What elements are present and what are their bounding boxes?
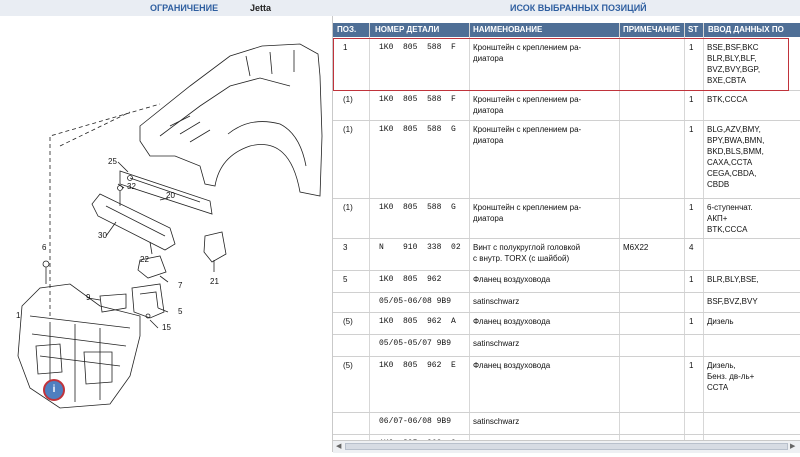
- callout-7: 7: [178, 281, 183, 290]
- callout-22: 22: [140, 255, 149, 264]
- table-row[interactable]: [333, 120, 800, 199]
- col-pos-header[interactable]: ПОЗ.: [337, 25, 357, 34]
- cell-data-input: 6-ступенчат. АКП+ BTK,CCCA: [707, 203, 753, 234]
- table-row[interactable]: [333, 90, 800, 121]
- callout-25: 25: [108, 157, 117, 166]
- cell-pos: 1: [343, 43, 348, 52]
- callout-32: 32: [127, 182, 136, 191]
- col-part-header[interactable]: НОМЕР ДЕТАЛИ: [375, 25, 440, 34]
- cell-data-input: Дизель: [707, 317, 734, 326]
- cell-data-input: BTK,CCCA: [707, 95, 748, 104]
- callout-1: 1: [16, 311, 21, 320]
- col-note-header[interactable]: ПРИМЕЧАНИЕ: [623, 25, 681, 34]
- callout-20: 20: [166, 191, 175, 200]
- cell-part-number: 1K0 805 962 A: [379, 317, 456, 326]
- cell-description: Кронштейн с креплением ра- диатора: [473, 43, 582, 63]
- table-row[interactable]: [333, 238, 800, 271]
- cell-description: satinschwarz: [473, 417, 520, 426]
- callout-5: 5: [178, 307, 183, 316]
- cell-description: Кронштейн с креплением ра- диатора: [473, 203, 582, 223]
- cell-part-number: 05/05-06/08 9B9: [379, 297, 452, 306]
- cell-note: M6X22: [623, 243, 649, 252]
- selected-row-highlight: [333, 38, 789, 91]
- callout-30: 30: [98, 231, 107, 240]
- cell-description: Фланец воздуховода: [473, 361, 551, 370]
- table-row[interactable]: [333, 356, 800, 413]
- table-row[interactable]: [333, 270, 800, 293]
- cell-part-number: 1K0 805 588 F: [379, 43, 456, 52]
- cell-description: satinschwarz: [473, 339, 520, 348]
- parts-diagram: [0, 16, 332, 452]
- filter-value[interactable]: Jetta: [250, 3, 272, 13]
- top-bar: [0, 0, 800, 16]
- cell-description: Фланец воздуховода: [473, 275, 551, 284]
- cell-description: Винт с полукруглой головкой с внутр. TORX (с шайбой): [473, 243, 581, 263]
- cell-description: Кронштейн с креплением ра- диатора: [473, 95, 582, 115]
- cell-part-number: N 910 338 02: [379, 243, 461, 252]
- cell-quantity: 1: [689, 203, 694, 212]
- cell-quantity: 1: [689, 275, 694, 284]
- cell-pos: (1): [343, 95, 353, 104]
- cell-quantity: 4: [689, 243, 694, 252]
- cell-quantity: 1: [689, 95, 694, 104]
- cell-quantity: 1: [689, 125, 694, 134]
- table-row[interactable]: [333, 334, 800, 357]
- cell-part-number: 06/07-06/08 9B9: [379, 417, 452, 426]
- table-row[interactable]: [333, 198, 800, 239]
- callout-6: 6: [42, 243, 47, 252]
- cell-data-input: BLG,AZV,BMY, BPY,BWA,BMN, BKD,BLS,BMM, CAXA,CCTA CEGA,CBDA, CBDB: [707, 125, 765, 189]
- cell-pos: (1): [343, 203, 353, 212]
- cell-quantity: 1: [689, 317, 694, 326]
- cell-data-input: BSF,BVZ,BVY: [707, 297, 758, 306]
- info-icon[interactable]: i: [43, 379, 65, 401]
- cell-pos: 5: [343, 275, 348, 284]
- cell-pos: (5): [343, 361, 353, 370]
- cell-part-number: 1K0 805 588 F: [379, 95, 456, 104]
- cell-pos: 3: [343, 243, 348, 252]
- cell-part-number: 1K0 805 962: [379, 275, 442, 284]
- col-input-header[interactable]: ВВОД ДАННЫХ ПО: [708, 25, 784, 34]
- table-header: [333, 23, 800, 37]
- cell-quantity: 1: [689, 361, 694, 370]
- scroll-right-icon[interactable]: ▶: [790, 443, 796, 450]
- cell-pos: (5): [343, 317, 353, 326]
- cell-pos: (1): [343, 125, 353, 134]
- cell-part-number: 1K0 805 962 E: [379, 361, 456, 370]
- cell-data-input: BSE,BSF,BKC BLR,BLY,BLF, BVZ,BVY,BGP, BXE,CBTA: [707, 43, 761, 85]
- table-row[interactable]: [333, 312, 800, 335]
- cell-data-input: Дизель, Бенз. дв-ль+ CCTA: [707, 361, 755, 392]
- cell-description: Кронштейн с креплением ра- диатора: [473, 125, 582, 145]
- callout-15: 15: [162, 323, 171, 332]
- cell-part-number: 1K0 805 588 G: [379, 203, 456, 212]
- col-st-header[interactable]: ST: [688, 25, 699, 34]
- cell-data-input: BLR,BLY,BSE,: [707, 275, 759, 284]
- callout-21: 21: [210, 277, 219, 286]
- cell-part-number: 05/05-05/07 9B9: [379, 339, 452, 348]
- cell-part-number: 1K0 805 588 G: [379, 125, 456, 134]
- horizontal-scrollbar[interactable]: [333, 440, 800, 453]
- scroll-thumb[interactable]: [345, 443, 788, 450]
- cell-description: Фланец воздуховода: [473, 317, 551, 326]
- cell-description: satinschwarz: [473, 297, 520, 306]
- filter-label: ОГРАНИЧЕНИЕ: [150, 3, 219, 13]
- scroll-left-icon[interactable]: ◀: [336, 443, 342, 450]
- cell-quantity: 1: [689, 43, 694, 52]
- parts-table: [333, 16, 800, 452]
- table-row[interactable]: [333, 412, 800, 435]
- callout-9: 9: [86, 293, 91, 302]
- col-name-header[interactable]: НАИМЕНОВАНИЕ: [473, 25, 543, 34]
- panel-title: ИСОК ВЫБРАННЫХ ПОЗИЦИЙ: [510, 3, 647, 13]
- table-row[interactable]: [333, 292, 800, 313]
